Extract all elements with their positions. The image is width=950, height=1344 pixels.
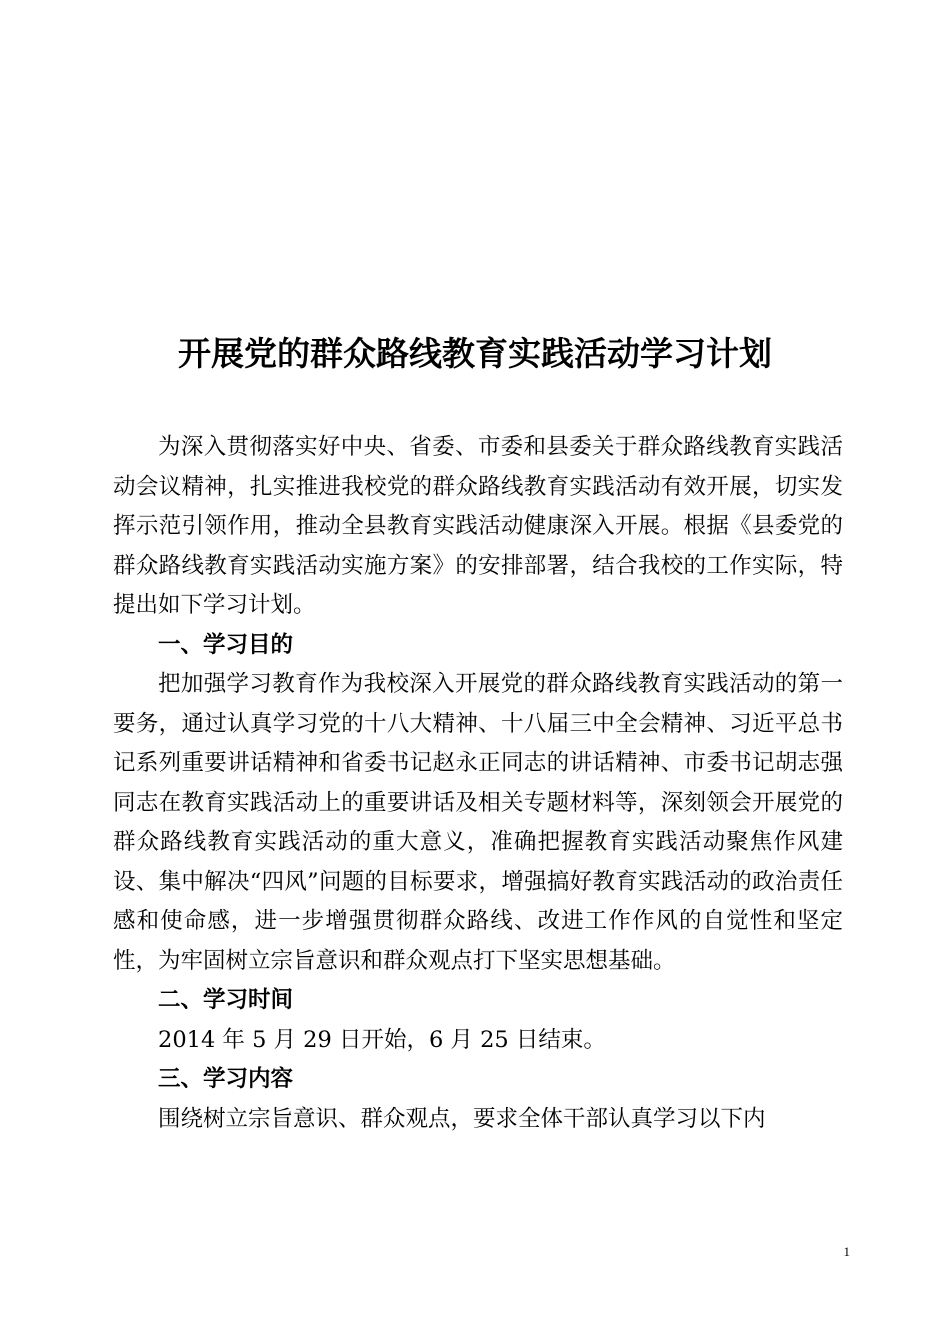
section-heading-time: 二、学习时间	[158, 987, 294, 1013]
section-paragraph-time: 2014 年 5 月 29 日开始，6 月 25 日结束。	[158, 1026, 606, 1053]
document-title: 开展党的群众路线教育实践活动学习计划	[178, 334, 772, 373]
section-paragraph-purpose: 把加强学习教育作为我校深入开展党的群众路线教育实践活动的第一要务，通过认真学习党的十八大精神、十八届三中全会精神、习近平总书记系列重要讲话精神和省委书记赵永正同志的讲话精神、市委书记胡志强同志在教育实践活动上的重要讲话及相关专题材料等，深刻领会开展党的群众路线教育实践活动的重大意义，准确把握教育实践活动聚焦作风建设、集中解决“四风”问题的目标要求，增强搞好教育实践活动的政治责任感和使命感，进一步增强贯彻群众路线、改进工作作风的自觉性和坚定性，为牢固树立宗旨意识和群众观点打下坚实思想基础。	[113, 671, 843, 974]
section-paragraph-content: 围绕树立宗旨意识、群众观点，要求全体干部认真学习以下内	[158, 1105, 766, 1132]
page-number: 1	[843, 1244, 850, 1259]
section-heading-purpose: 一、学习目的	[158, 631, 294, 658]
document-body	[113, 428, 843, 1139]
section-heading-content: 三、学习内容	[158, 1066, 294, 1092]
intro-paragraph: 为深入贯彻落实好中央、省委、市委和县委关于群众路线教育实践活动会议精神，扎实推进我校党的群众路线教育实践活动有效开展，切实发挥示范引领作用，推动全县教育实践活动健康深入开展。根据《县委党的群众路线教育实践活动实施方案》的安排部署，结合我校的工作实际，特提出如下学习计划。	[113, 434, 843, 618]
